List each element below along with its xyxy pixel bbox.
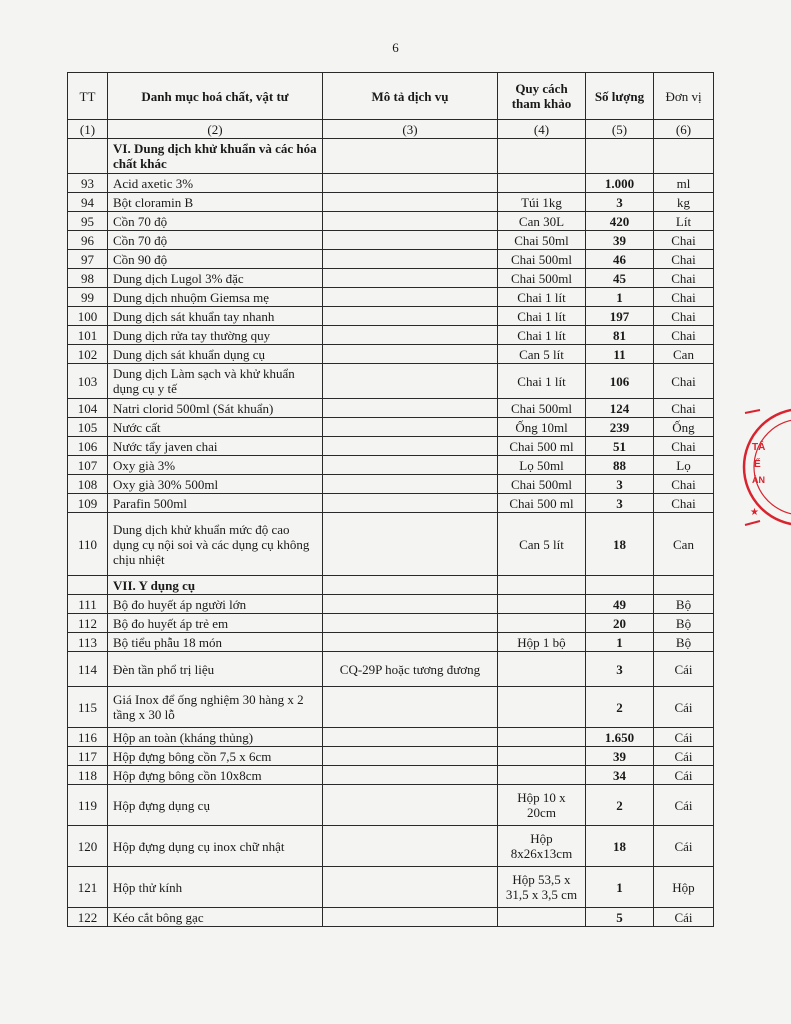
cell-qty: 34 [586,766,654,785]
cell-desc [323,766,498,785]
cell-desc [323,399,498,418]
cell-tt [68,576,108,595]
cell-tt: 108 [68,475,108,494]
cell-unit [654,139,714,174]
table-row [68,475,714,494]
cell-tt: 104 [68,399,108,418]
cell-unit: Chai [654,250,714,269]
cell-unit: Chai [654,475,714,494]
cell-spec [498,139,586,174]
cell-spec: Hộp 1 bộ [498,633,586,652]
cell-desc [323,867,498,908]
cell-desc [323,576,498,595]
cell-qty: 39 [586,231,654,250]
cell-tt: 103 [68,364,108,399]
cell-tt: 105 [68,418,108,437]
cell-spec [498,766,586,785]
cell-unit: Chai [654,364,714,399]
cell-spec: Chai 1 lít [498,307,586,326]
cell-unit: Chai [654,494,714,513]
cell-spec: Chai 1 lít [498,364,586,399]
cell-name: Bộ đo huyết áp người lớn [108,595,323,614]
cell-desc [323,174,498,193]
cell-desc [323,231,498,250]
cell-spec: Chai 500ml [498,475,586,494]
cell-desc [323,513,498,576]
cell-tt: 112 [68,614,108,633]
cell-spec: Chai 500 ml [498,437,586,456]
table-row [68,364,714,399]
table-row [68,456,714,475]
header-unit: Đơn vị [654,73,714,120]
cell-name: Dung dịch Lugol 3% đặc [108,269,323,288]
cell-tt: 107 [68,456,108,475]
cell-unit: Lít [654,212,714,231]
cell-desc [323,288,498,307]
table-row [68,766,714,785]
cell-unit: Cái [654,785,714,826]
cell-unit [654,576,714,595]
table-row [68,728,714,747]
table-row [68,652,714,687]
cell-desc [323,250,498,269]
cell-desc: CQ-29P hoặc tương đương [323,652,498,687]
cell-desc [323,908,498,927]
cell-tt: 99 [68,288,108,307]
column-number: (3) [323,120,498,139]
cell-qty: 197 [586,307,654,326]
cell-unit: Cái [654,747,714,766]
section-heading-row [68,576,714,595]
table-row [68,867,714,908]
section-heading-row [68,139,714,174]
cell-desc [323,193,498,212]
cell-name: Dung dịch sát khuẩn tay nhanh [108,307,323,326]
cell-unit: Bộ [654,633,714,652]
cell-qty: 1 [586,288,654,307]
cell-name: Nước tẩy javen chai [108,437,323,456]
cell-unit: Can [654,345,714,364]
cell-desc [323,747,498,766]
cell-desc [323,614,498,633]
cell-tt: 102 [68,345,108,364]
column-number: (6) [654,120,714,139]
cell-tt: 111 [68,595,108,614]
table-row [68,399,714,418]
cell-name: Acid axetic 3% [108,174,323,193]
cell-spec [498,908,586,927]
cell-name: Bộ tiểu phẫu 18 món [108,633,323,652]
cell-spec [498,174,586,193]
cell-name: Dung dịch rửa tay thường quy [108,326,323,345]
cell-unit: Chai [654,307,714,326]
header-row [68,73,714,120]
cell-desc [323,326,498,345]
cell-qty: 18 [586,513,654,576]
cell-name: VII. Y dụng cụ [108,576,323,595]
table-row [68,307,714,326]
cell-unit: Chai [654,399,714,418]
cell-qty: 45 [586,269,654,288]
cell-spec: Chai 500 ml [498,494,586,513]
cell-tt: 115 [68,687,108,728]
cell-unit: Chai [654,437,714,456]
header-quantity: Số lượng [586,73,654,120]
cell-tt: 116 [68,728,108,747]
cell-name: Dung dịch nhuộm Giemsa mẹ [108,288,323,307]
cell-name: Dung dịch khử khuẩn mức độ cao dụng cụ nội soi và các dụng cụ không chịu nhiệt [108,513,323,576]
cell-desc [323,494,498,513]
table-row [68,326,714,345]
cell-tt: 114 [68,652,108,687]
table-row [68,908,714,927]
cell-qty: 18 [586,826,654,867]
header-spec: Quy cách tham khảo [498,73,586,120]
cell-qty: 88 [586,456,654,475]
table-row [68,288,714,307]
cell-qty: 2 [586,785,654,826]
cell-spec [498,614,586,633]
cell-name: Cồn 70 độ [108,212,323,231]
cell-tt: 100 [68,307,108,326]
cell-spec: Chai 1 lít [498,326,586,345]
table-row [68,418,714,437]
svg-text:ÀN: ÀN [752,475,765,485]
column-number-row [68,120,714,139]
cell-name: Hộp đựng bông cồn 7,5 x 6cm [108,747,323,766]
cell-tt [68,139,108,174]
cell-desc [323,139,498,174]
table-row [68,212,714,231]
table-row [68,633,714,652]
cell-qty: 51 [586,437,654,456]
cell-qty: 11 [586,345,654,364]
cell-desc [323,826,498,867]
table-row [68,193,714,212]
cell-unit: Chai [654,269,714,288]
cell-spec [498,576,586,595]
cell-desc [323,364,498,399]
page-number: 6 [392,40,399,55]
cell-qty: 3 [586,475,654,494]
cell-qty: 5 [586,908,654,927]
table-body [68,139,714,927]
cell-unit: Chai [654,288,714,307]
cell-tt: 119 [68,785,108,826]
column-number: (4) [498,120,586,139]
cell-spec [498,687,586,728]
cell-unit: Chai [654,231,714,250]
header-name: Danh mục hoá chất, vật tư [108,73,323,120]
cell-desc [323,345,498,364]
cell-tt: 94 [68,193,108,212]
cell-spec: Hộp 10 x 20cm [498,785,586,826]
cell-qty: 106 [586,364,654,399]
table-row [68,345,714,364]
cell-tt: 106 [68,437,108,456]
cell-tt: 117 [68,747,108,766]
cell-tt: 110 [68,513,108,576]
cell-name: VI. Dung dịch khử khuẩn và các hóa chất khác [108,139,323,174]
table-row [68,785,714,826]
table-row [68,687,714,728]
cell-tt: 95 [68,212,108,231]
cell-unit: Hộp [654,867,714,908]
cell-desc [323,633,498,652]
cell-tt: 109 [68,494,108,513]
table-row [68,250,714,269]
cell-name: Kéo cắt bông gạc [108,908,323,927]
cell-tt: 120 [68,826,108,867]
cell-spec: Can 5 lít [498,345,586,364]
cell-unit: Cái [654,652,714,687]
cell-desc [323,728,498,747]
cell-spec: Hộp 53,5 x 31,5 x 3,5 cm [498,867,586,908]
column-number: (5) [586,120,654,139]
red-stamp-seal [740,405,791,530]
column-number: (1) [68,120,108,139]
cell-name: Hộp đựng dụng cụ inox chữ nhật [108,826,323,867]
table-row [68,269,714,288]
cell-unit: Cái [654,687,714,728]
cell-qty: 39 [586,747,654,766]
cell-spec [498,595,586,614]
cell-unit: ml [654,174,714,193]
table-row [68,747,714,766]
cell-desc [323,687,498,728]
cell-qty: 3 [586,193,654,212]
cell-name: Hộp an toàn (kháng thủng) [108,728,323,747]
cell-unit: Ống [654,418,714,437]
cell-name: Bột cloramin B [108,193,323,212]
cell-qty: 3 [586,652,654,687]
cell-name: Hộp đựng dụng cụ [108,785,323,826]
cell-unit: Bộ [654,595,714,614]
cell-tt: 98 [68,269,108,288]
cell-unit: kg [654,193,714,212]
cell-qty: 1 [586,633,654,652]
cell-spec [498,747,586,766]
table-row [68,437,714,456]
table-row [68,595,714,614]
cell-tt: 97 [68,250,108,269]
cell-tt: 121 [68,867,108,908]
cell-spec: Chai 50ml [498,231,586,250]
cell-tt: 118 [68,766,108,785]
cell-qty: 1 [586,867,654,908]
cell-tt: 113 [68,633,108,652]
cell-name: Parafin 500ml [108,494,323,513]
table-row [68,826,714,867]
cell-qty: 2 [586,687,654,728]
cell-qty: 49 [586,595,654,614]
cell-spec: Can 5 lít [498,513,586,576]
cell-desc [323,269,498,288]
cell-spec: Hộp 8x26x13cm [498,826,586,867]
table-row [68,513,714,576]
cell-qty: 420 [586,212,654,231]
cell-name: Hộp thử kính [108,867,323,908]
cell-qty [586,139,654,174]
cell-unit: Lọ [654,456,714,475]
column-number: (2) [108,120,323,139]
cell-spec: Chai 1 lít [498,288,586,307]
cell-desc [323,437,498,456]
cell-spec: Ống 10ml [498,418,586,437]
cell-qty: 124 [586,399,654,418]
cell-name: Hộp đựng bông cồn 10x8cm [108,766,323,785]
table-row [68,494,714,513]
cell-desc [323,418,498,437]
cell-desc [323,307,498,326]
cell-name: Cồn 90 độ [108,250,323,269]
cell-unit: Cái [654,826,714,867]
cell-qty: 3 [586,494,654,513]
header-description: Mô tả dịch vụ [323,73,498,120]
cell-tt: 101 [68,326,108,345]
cell-qty: 46 [586,250,654,269]
cell-name: Đèn tần phổ trị liệu [108,652,323,687]
cell-spec: Lọ 50ml [498,456,586,475]
svg-text:★: ★ [750,507,759,518]
cell-desc [323,785,498,826]
cell-unit: Chai [654,326,714,345]
svg-text:Ế: Ế [754,459,761,470]
cell-unit: Bộ [654,614,714,633]
cell-name: Cồn 70 độ [108,231,323,250]
cell-tt: 93 [68,174,108,193]
cell-spec: Chai 500ml [498,250,586,269]
cell-spec [498,728,586,747]
cell-spec: Chai 500ml [498,269,586,288]
cell-qty: 1.650 [586,728,654,747]
table-row [68,231,714,250]
svg-text:TÂ: TÂ [752,442,766,453]
cell-tt: 122 [68,908,108,927]
cell-unit: Cái [654,728,714,747]
cell-name: Oxy già 3% [108,456,323,475]
cell-name: Dung dịch sát khuẩn dụng cụ [108,345,323,364]
cell-name: Natri clorid 500ml (Sát khuẩn) [108,399,323,418]
cell-spec: Can 30L [498,212,586,231]
materials-table [67,72,714,927]
cell-desc [323,475,498,494]
cell-name: Bộ đo huyết áp trẻ em [108,614,323,633]
cell-spec: Chai 500ml [498,399,586,418]
cell-qty [586,576,654,595]
cell-qty: 81 [586,326,654,345]
cell-name: Oxy già 30% 500ml [108,475,323,494]
cell-unit: Cái [654,908,714,927]
cell-name: Nước cất [108,418,323,437]
cell-qty: 239 [586,418,654,437]
cell-name: Giá Inox để ống nghiệm 30 hàng x 2 tầng x 30 lỗ [108,687,323,728]
table-row [68,614,714,633]
cell-spec: Túi 1kg [498,193,586,212]
cell-name: Dung dịch Làm sạch và khử khuẩn dụng cụ y tế [108,364,323,399]
cell-unit: Cái [654,766,714,785]
cell-qty: 1.000 [586,174,654,193]
cell-tt: 96 [68,231,108,250]
table-row [68,174,714,193]
cell-desc [323,595,498,614]
header-tt: TT [68,73,108,120]
cell-unit: Can [654,513,714,576]
cell-desc [323,212,498,231]
cell-spec [498,652,586,687]
cell-qty: 20 [586,614,654,633]
cell-desc [323,456,498,475]
